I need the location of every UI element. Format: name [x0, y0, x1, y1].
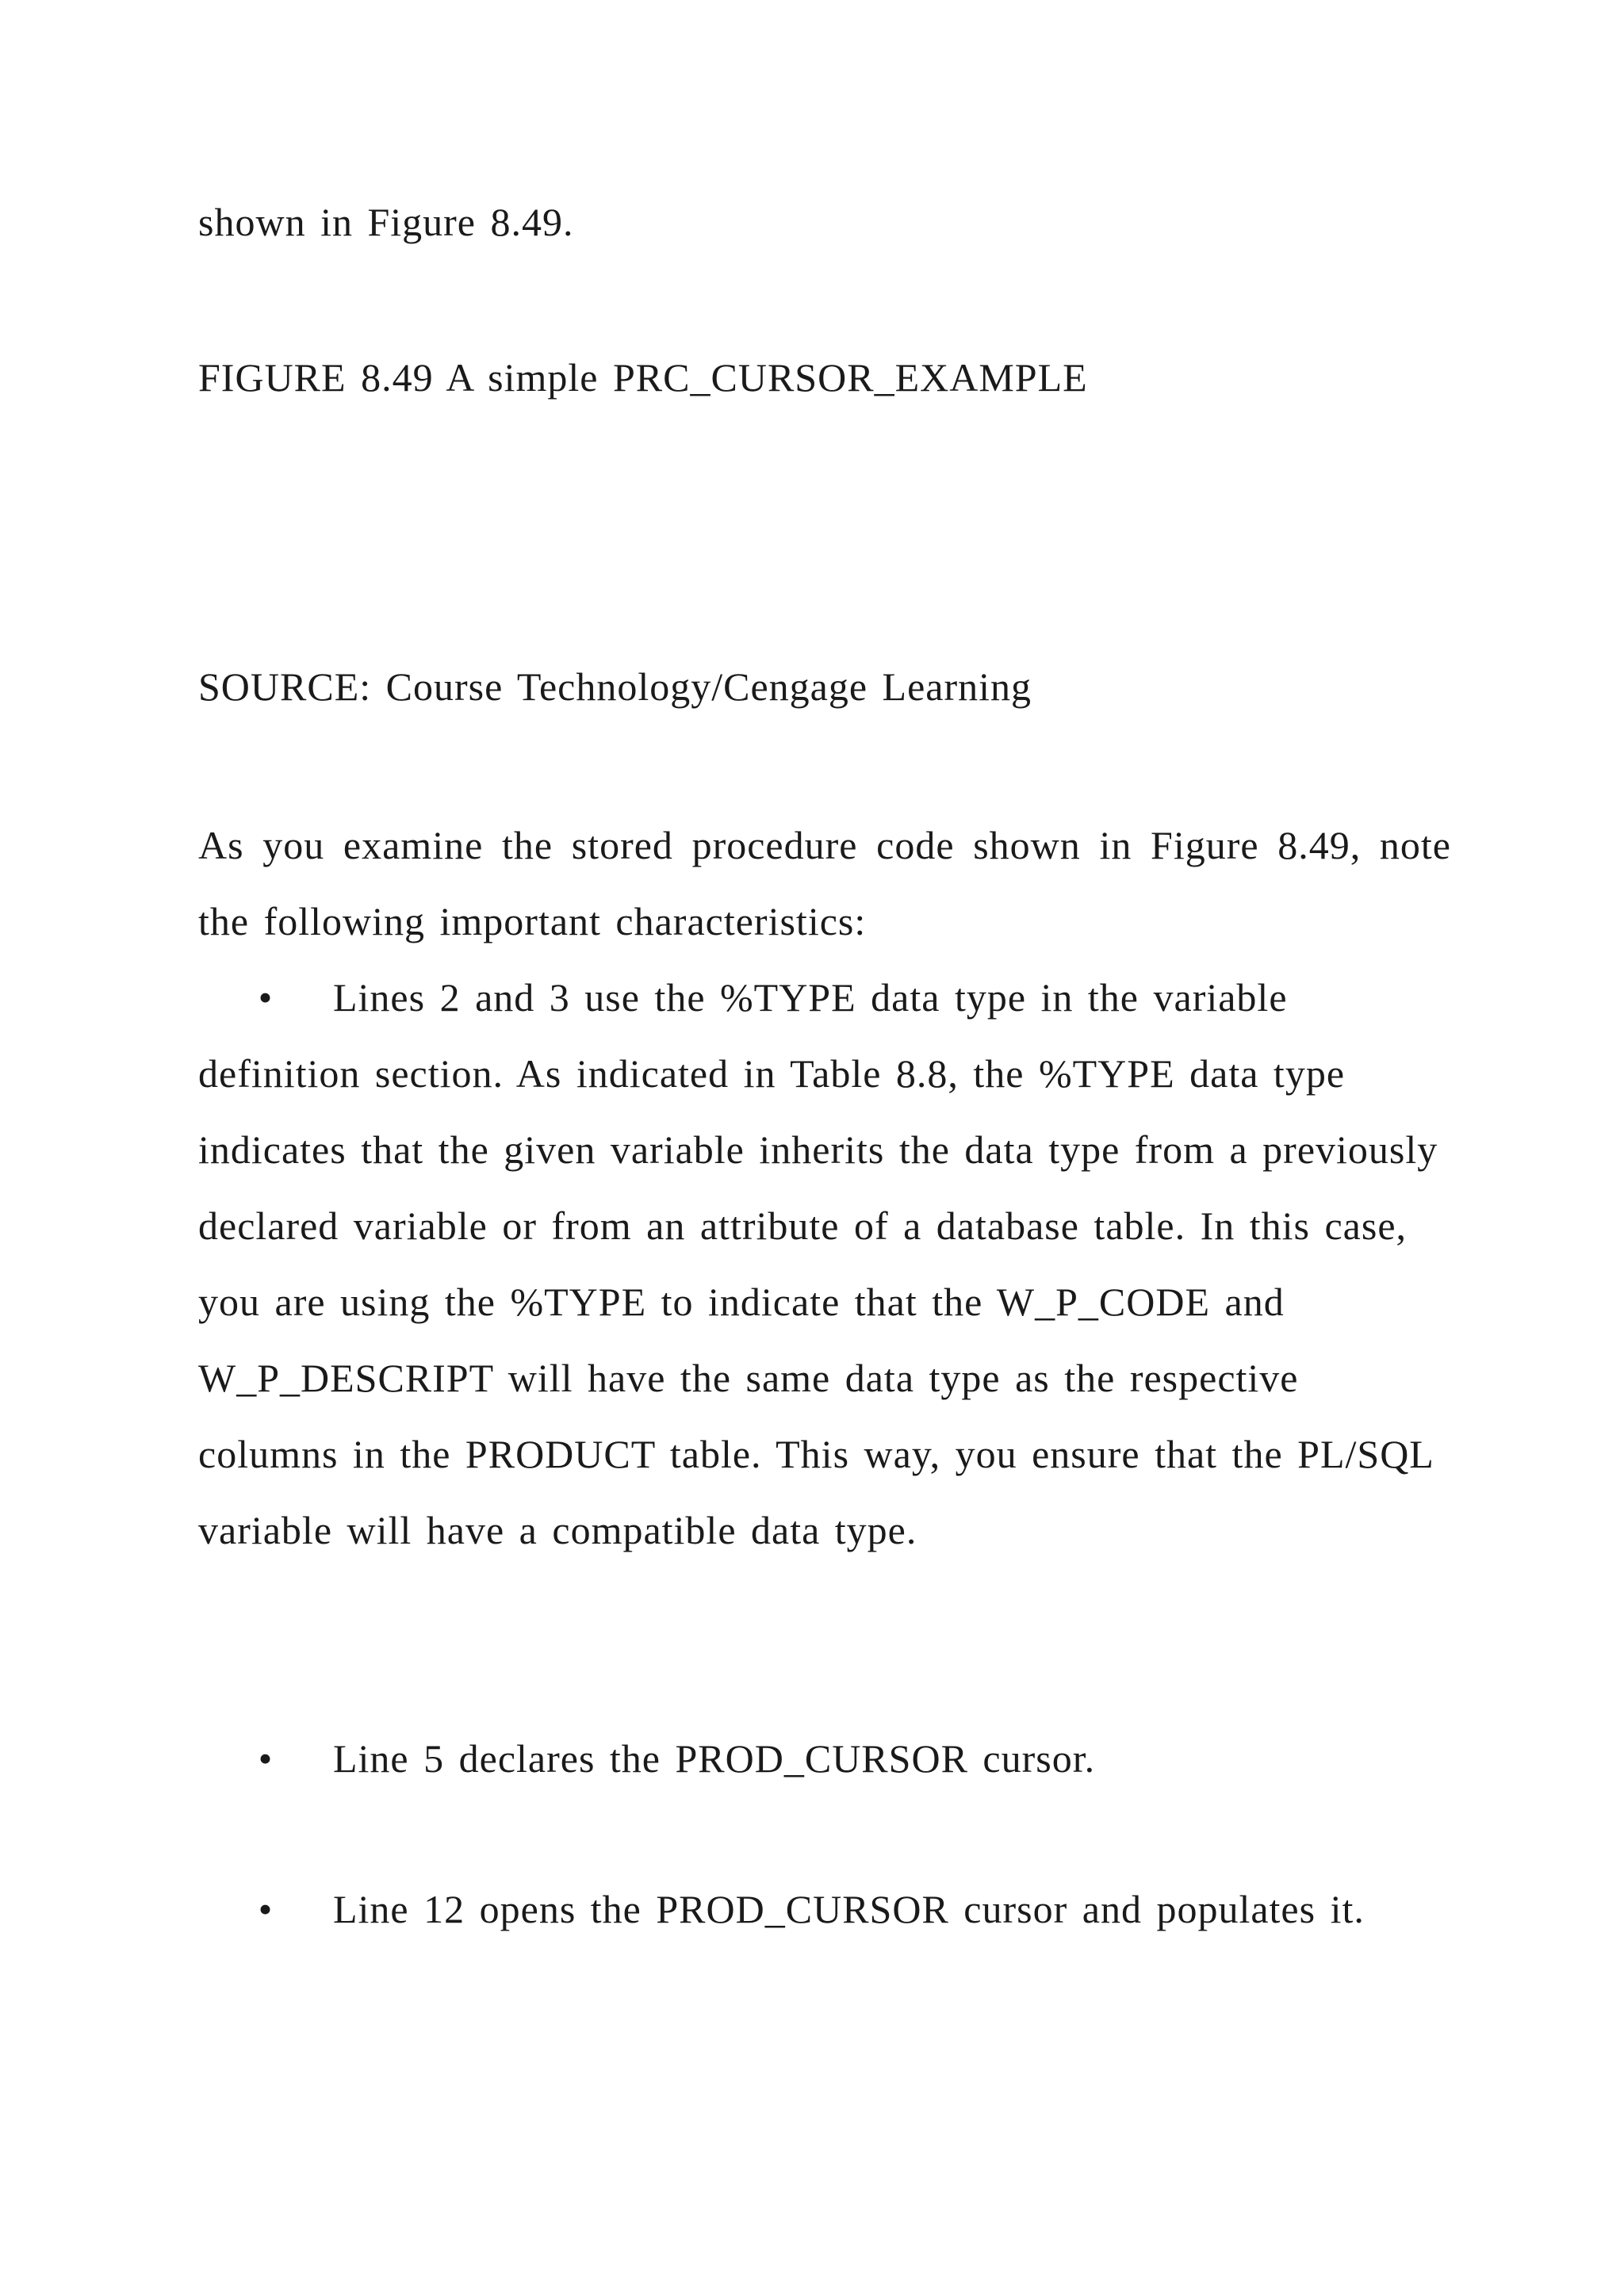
bullet-icon: •: [258, 1736, 274, 1781]
bullet-icon: •: [258, 975, 274, 1020]
bullet-text: Line 12 opens the PROD_CURSOR cursor and populates it.: [333, 1887, 1365, 1931]
examine-paragraph: As you examine the stored procedure code shown in Figure 8.49, note the following important characteristics:: [198, 823, 1451, 943]
intro-text: shown in Figure 8.49.: [198, 200, 574, 244]
bullet-text: Line 5 declares the PROD_CURSOR cursor.: [333, 1736, 1096, 1781]
bullet-icon: •: [258, 1887, 274, 1931]
source-credit: SOURCE: Course Technology/Cengage Learning: [198, 664, 1032, 709]
bullet-text: Lines 2 and 3 use the %TYPE data type in the variable definition section. As indicated in Table 8.8, the %TYPE data type indicates that the given variable inherits the data type from a previously declared variable or from an attribute of a database table. In this case, you are using the %TYPE to indicate that the W_P_CODE and W_P_DESCRIPT will have the same data type as the respective columns in the PRODUCT table. This way, you ensure that the PL/SQL variable will have a compatible data type.: [198, 975, 1438, 1552]
figure-caption: FIGURE 8.49 A simple PRC_CURSOR_EXAMPLE: [198, 355, 1088, 400]
bullet-item-type-declaration: [198, 959, 1451, 1568]
bullet-item-cursor-declare: [198, 1735, 1095, 1782]
bullet-item-cursor-open: [198, 1871, 1451, 1947]
